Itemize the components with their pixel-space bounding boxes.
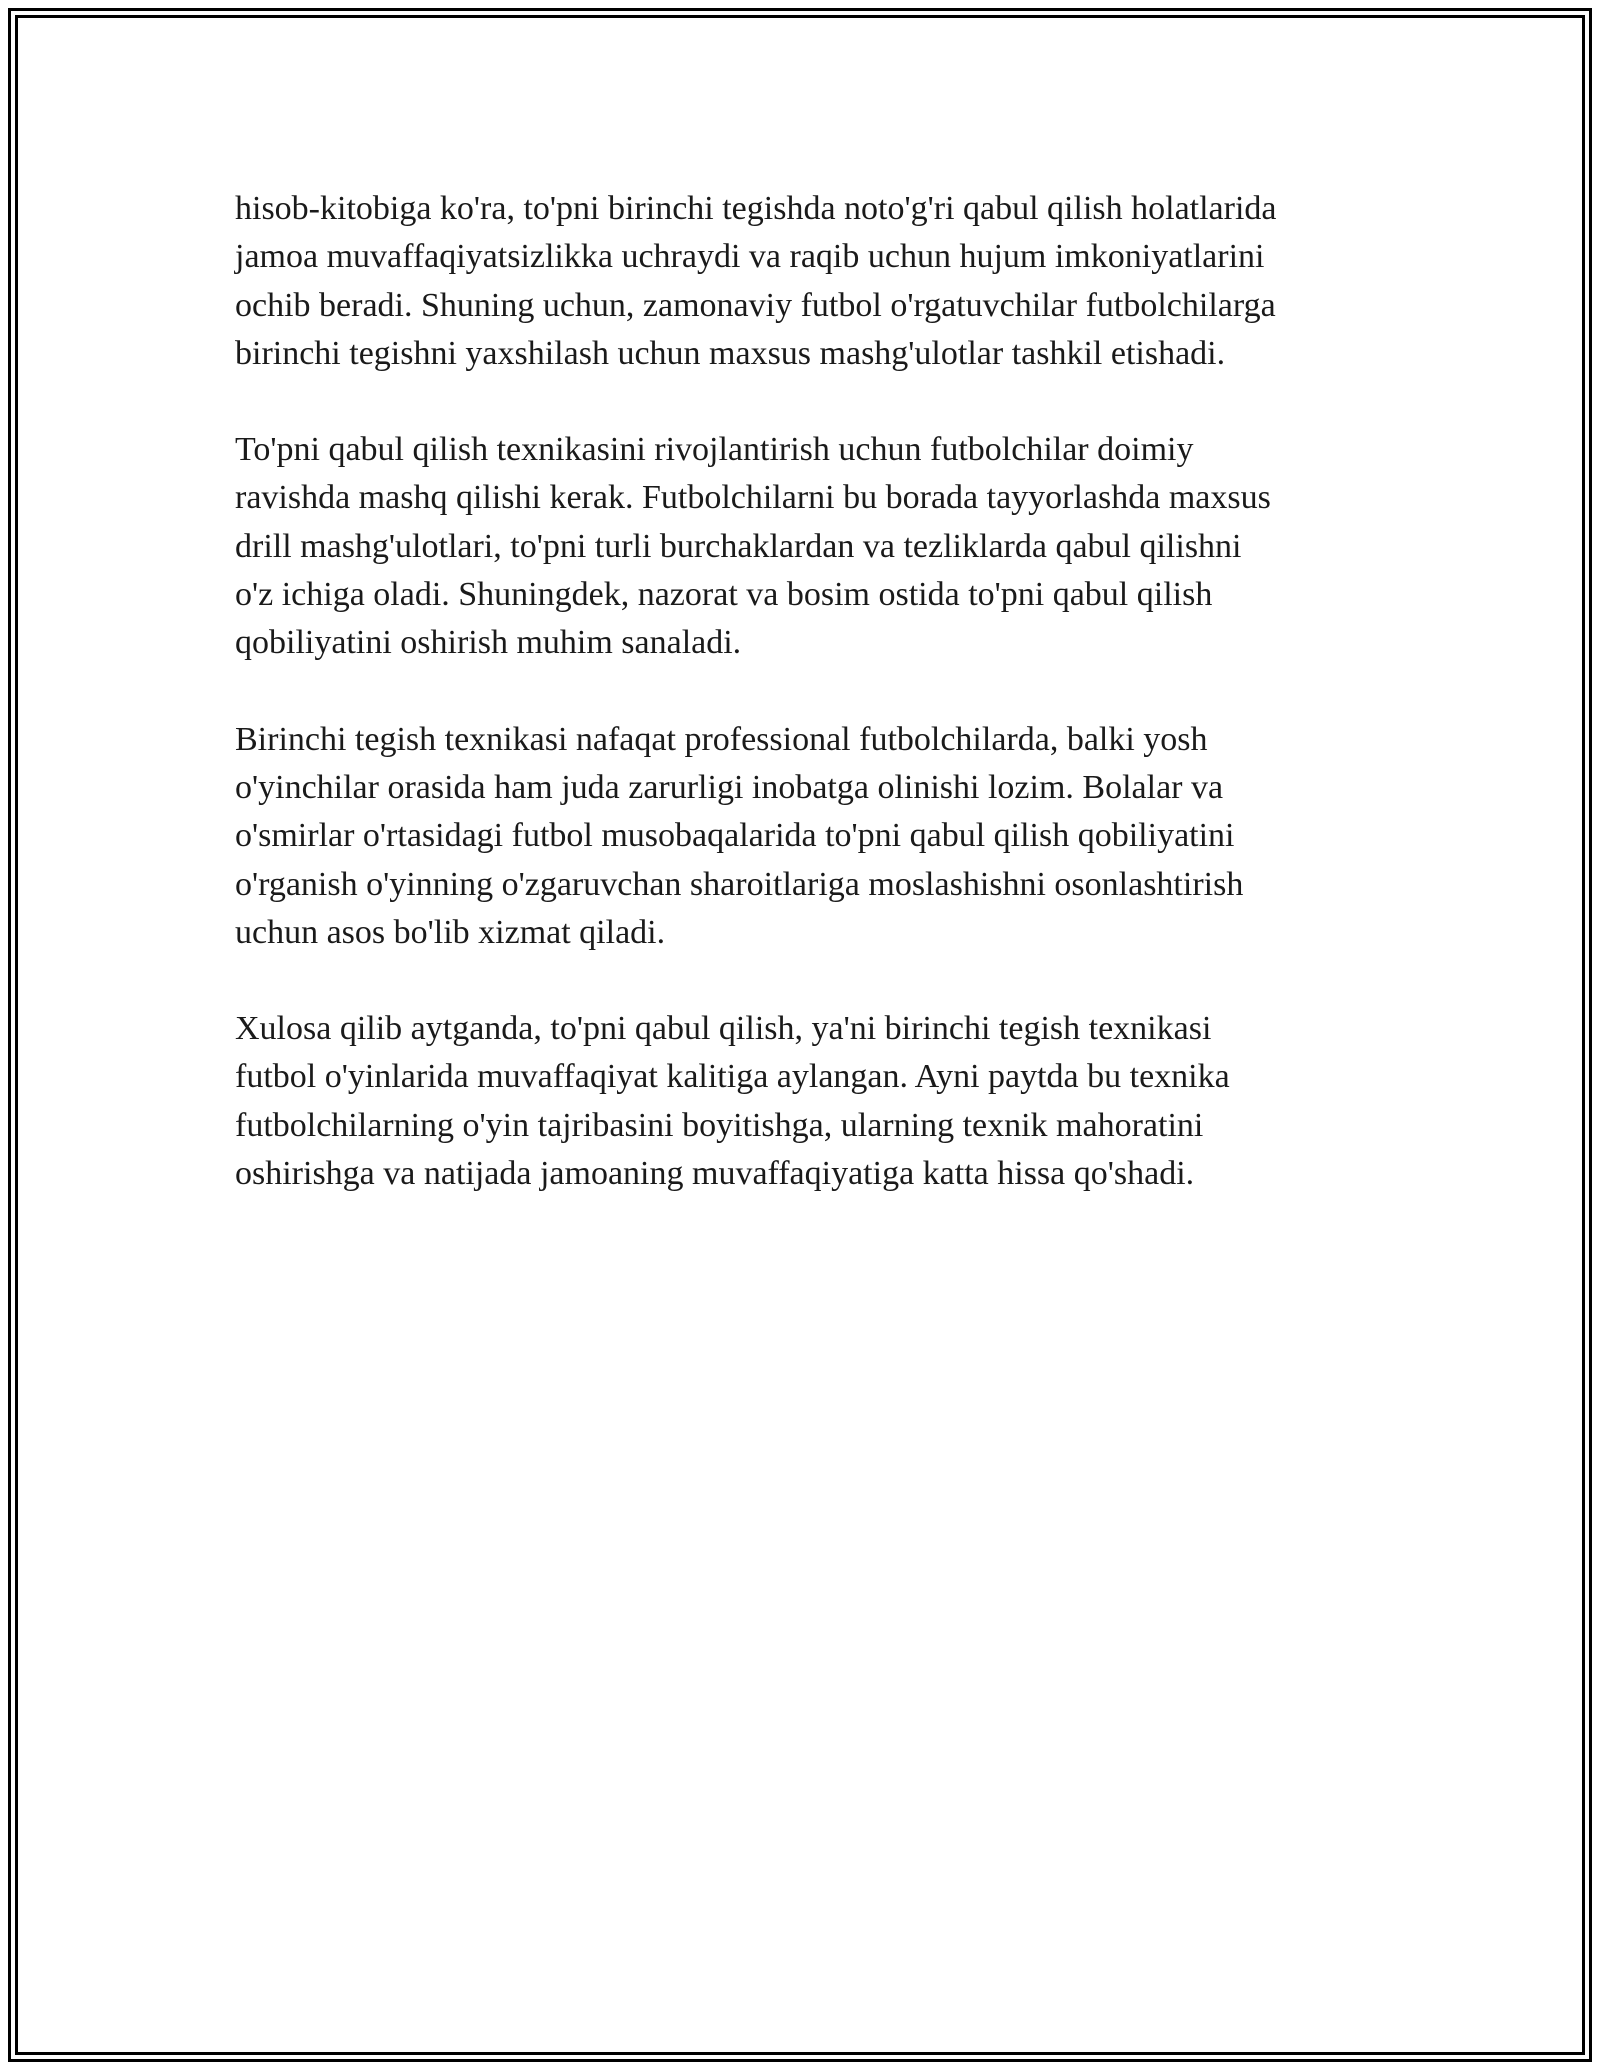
text-line: Xulosa qilib aytganda, to'pni qabul qilish, ya'ni birinchi tegish texnikasi	[235, 1010, 1212, 1048]
paragraph-1	[235, 185, 1385, 378]
text-line: o'yinchilar orasida ham juda zarurligi inobatga olinishi lozim. Bolalar va	[235, 768, 1224, 806]
text-line: o'rganish o'yinning o'zgaruvchan sharoitlariga moslashishni osonlashtirish	[235, 865, 1244, 903]
text-line: uchun asos bo'lib xizmat qiladi.	[235, 913, 666, 951]
document-body	[235, 185, 1385, 1246]
paragraph-4	[235, 1005, 1385, 1198]
text-line: jamoa muvaffaqiyatsizlikka uchraydi va raqib uchun hujum imkoniyatlarini	[235, 238, 1265, 276]
text-line: birinchi tegishni yaxshilash uchun maxsus mashg'ulotlar tashkil etishadi.	[235, 334, 1226, 372]
text-line: futbolchilarning o'yin tajribasini boyitishga, ularning texnik mahoratini	[235, 1106, 1204, 1144]
text-line: hisob-kitobiga ko'ra, to'pni birinchi tegishda noto'g'ri qabul qilish holatlarida	[235, 190, 1277, 227]
text-line: Birinchi tegish texnikasi nafaqat professional futbolchilarda, balki yosh	[235, 720, 1208, 758]
text-line: drill mashg'ulotlari, to'pni turli burchaklardan va tezliklarda qabul qilishni	[235, 527, 1242, 565]
text-line: o'smirlar o'rtasidagi futbol musobaqalarida to'pni qabul qilish qobiliyatini	[235, 817, 1235, 855]
paragraph-2	[235, 426, 1385, 667]
text-line: oshirishga va natijada jamoaning muvaffaqiyatiga katta hissa qo'shadi.	[235, 1155, 1195, 1193]
text-line: qobiliyatini oshirish muhim sanaladi.	[235, 624, 742, 662]
text-line: To'pni qabul qilish texnikasini rivojlantirish uchun futbolchilar doimiy	[235, 431, 1194, 469]
text-line: ravishda mashq qilishi kerak. Futbolchilarni bu borada tayyorlashda maxsus	[235, 479, 1271, 517]
paragraph-3	[235, 716, 1385, 957]
text-line: ochib beradi. Shuning uchun, zamonaviy futbol o'rgatuvchilar futbolchilarga	[235, 286, 1276, 324]
text-line: futbol o'yinlarida muvaffaqiyat kalitiga aylangan. Ayni paytda bu texnika	[235, 1058, 1230, 1096]
text-line: o'z ichiga oladi. Shuningdek, nazorat va bosim ostida to'pni qabul qilish	[235, 576, 1213, 614]
